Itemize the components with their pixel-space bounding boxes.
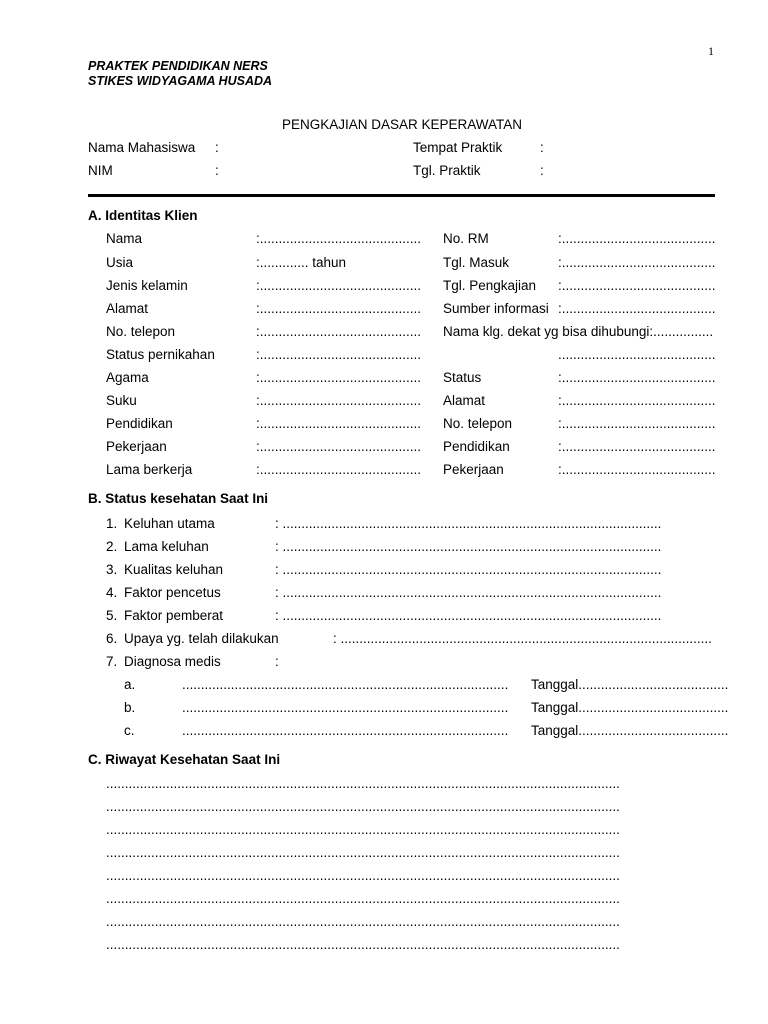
practice-date-label: Tgl. Praktik <box>413 163 481 178</box>
item-label: Lama keluhan <box>124 539 209 554</box>
item-label: Upaya yg. telah dilakukan <box>124 631 279 646</box>
diagnosis-date[interactable]: Tanggal........................................ <box>531 723 729 738</box>
item-value[interactable]: : ..................................................................................................... <box>275 562 662 577</box>
field-label: Lama berkerja <box>106 462 193 477</box>
item-label: Faktor pemberat <box>124 608 224 623</box>
institution-line-2: STIKES WIDYAGAMA HUSADA <box>88 74 273 88</box>
field-label: Pekerjaan <box>106 439 167 454</box>
item-label: Faktor pencetus <box>124 585 221 600</box>
history-line[interactable]: ......................................................................................................................................... <box>106 891 620 906</box>
field-value[interactable]: :........................................... <box>256 231 422 246</box>
header-divider <box>88 194 715 197</box>
field-label: Pendidikan <box>106 416 173 431</box>
item-value[interactable]: : ..................................................................................................... <box>275 539 662 554</box>
diagnosis-letter: b. <box>124 700 136 715</box>
field-label: Tgl. Masuk <box>443 255 510 270</box>
field-label: No. telepon <box>106 324 176 339</box>
diagnosis-date[interactable]: Tanggal........................................ <box>531 677 729 692</box>
section-c-title: C. Riwayat Kesehatan Saat Ini <box>88 752 281 767</box>
field-label: Agama <box>106 370 149 385</box>
item-number: 3. <box>106 562 118 577</box>
practice-place-label: Tempat Praktik <box>413 140 503 155</box>
field-value[interactable]: :........................................... <box>256 416 422 431</box>
history-line[interactable]: ......................................................................................................................................... <box>106 914 620 929</box>
field-value[interactable]: :........................................... <box>256 301 422 316</box>
item-value: : <box>275 654 279 669</box>
field-value[interactable]: :......................................... <box>558 301 716 316</box>
field-value[interactable]: :........................................... <box>256 278 422 293</box>
item-value[interactable]: : ................................................................................................... <box>333 631 712 646</box>
field-label: No. telepon <box>443 416 513 431</box>
field-value[interactable]: :......................................... <box>558 393 716 408</box>
field-label: No. RM <box>443 231 489 246</box>
field-value[interactable]: :........................................... <box>256 393 422 408</box>
nim-label: NIM <box>88 163 113 178</box>
field-label: Alamat <box>106 301 149 316</box>
history-line[interactable]: ......................................................................................................................................... <box>106 822 620 837</box>
item-number: 1. <box>106 516 118 531</box>
item-number: 7. <box>106 654 118 669</box>
history-line[interactable]: ......................................................................................................................................... <box>106 799 620 814</box>
student-name-colon: : <box>215 140 219 155</box>
item-label: Kualitas keluhan <box>124 562 224 577</box>
student-name-label: Nama Mahasiswa <box>88 140 196 155</box>
field-value[interactable]: .......................................... <box>558 347 716 362</box>
practice-date-colon: : <box>540 163 544 178</box>
field-value[interactable]: :........................................... <box>256 324 422 339</box>
field-label: Nama klg. dekat yg bisa dihubungi:................ <box>443 324 714 339</box>
section-b-title: B. Status kesehatan Saat Ini <box>88 491 269 506</box>
diagnosis-line[interactable]: ....................................................................................... <box>182 677 509 692</box>
section-a-title: A. Identitas Klien <box>88 208 198 223</box>
history-line[interactable]: ......................................................................................................................................... <box>106 776 620 791</box>
diagnosis-line[interactable]: ....................................................................................... <box>182 723 509 738</box>
field-label: Pendidikan <box>443 439 510 454</box>
field-value[interactable]: :........................................... <box>256 370 422 385</box>
nim-colon: : <box>215 163 219 178</box>
document-title: PENGKAJIAN DASAR KEPERAWATAN <box>282 117 523 132</box>
item-label: Keluhan utama <box>124 516 215 531</box>
history-line[interactable]: ......................................................................................................................................... <box>106 868 620 883</box>
field-label: Status <box>443 370 482 385</box>
item-value[interactable]: : ..................................................................................................... <box>275 608 662 623</box>
diagnosis-line[interactable]: ....................................................................................... <box>182 700 509 715</box>
field-value[interactable]: :......................................... <box>558 370 716 385</box>
item-number: 4. <box>106 585 118 600</box>
history-line[interactable]: ......................................................................................................................................... <box>106 937 620 952</box>
field-value[interactable]: :........................................... <box>256 462 422 477</box>
item-number: 5. <box>106 608 118 623</box>
field-value[interactable]: :......................................... <box>558 439 716 454</box>
field-label: Alamat <box>443 393 486 408</box>
item-number: 2. <box>106 539 118 554</box>
field-value[interactable]: :......................................... <box>558 255 716 270</box>
institution-line-1: PRAKTEK PENDIDIKAN NERS <box>88 59 268 73</box>
field-label: Sumber informasi <box>443 301 549 316</box>
item-number: 6. <box>106 631 118 646</box>
field-value[interactable]: :........................................... <box>256 439 422 454</box>
field-label: Pekerjaan <box>443 462 504 477</box>
practice-place-colon: : <box>540 140 544 155</box>
field-value[interactable]: :......................................... <box>558 462 716 477</box>
diagnosis-letter: c. <box>124 723 135 738</box>
field-value[interactable]: :......................................... <box>558 231 716 246</box>
item-value[interactable]: : ..................................................................................................... <box>275 516 662 531</box>
page-number: 1 <box>708 44 714 58</box>
diagnosis-letter: a. <box>124 677 136 692</box>
field-value[interactable]: :........................................... <box>256 347 422 362</box>
field-value[interactable]: :......................................... <box>558 416 716 431</box>
history-line[interactable]: ......................................................................................................................................... <box>106 845 620 860</box>
item-value[interactable]: : ..................................................................................................... <box>275 585 662 600</box>
diagnosis-date[interactable]: Tanggal........................................ <box>531 700 729 715</box>
field-label: Jenis kelamin <box>106 278 188 293</box>
field-value[interactable]: :............. tahun <box>256 255 347 270</box>
item-label: Diagnosa medis <box>124 654 221 669</box>
field-value[interactable]: :......................................... <box>558 278 716 293</box>
field-label: Tgl. Pengkajian <box>443 278 537 293</box>
field-label: Suku <box>106 393 137 408</box>
field-label: Status pernikahan <box>106 347 215 362</box>
field-label: Usia <box>106 255 134 270</box>
field-label: Nama <box>106 231 143 246</box>
